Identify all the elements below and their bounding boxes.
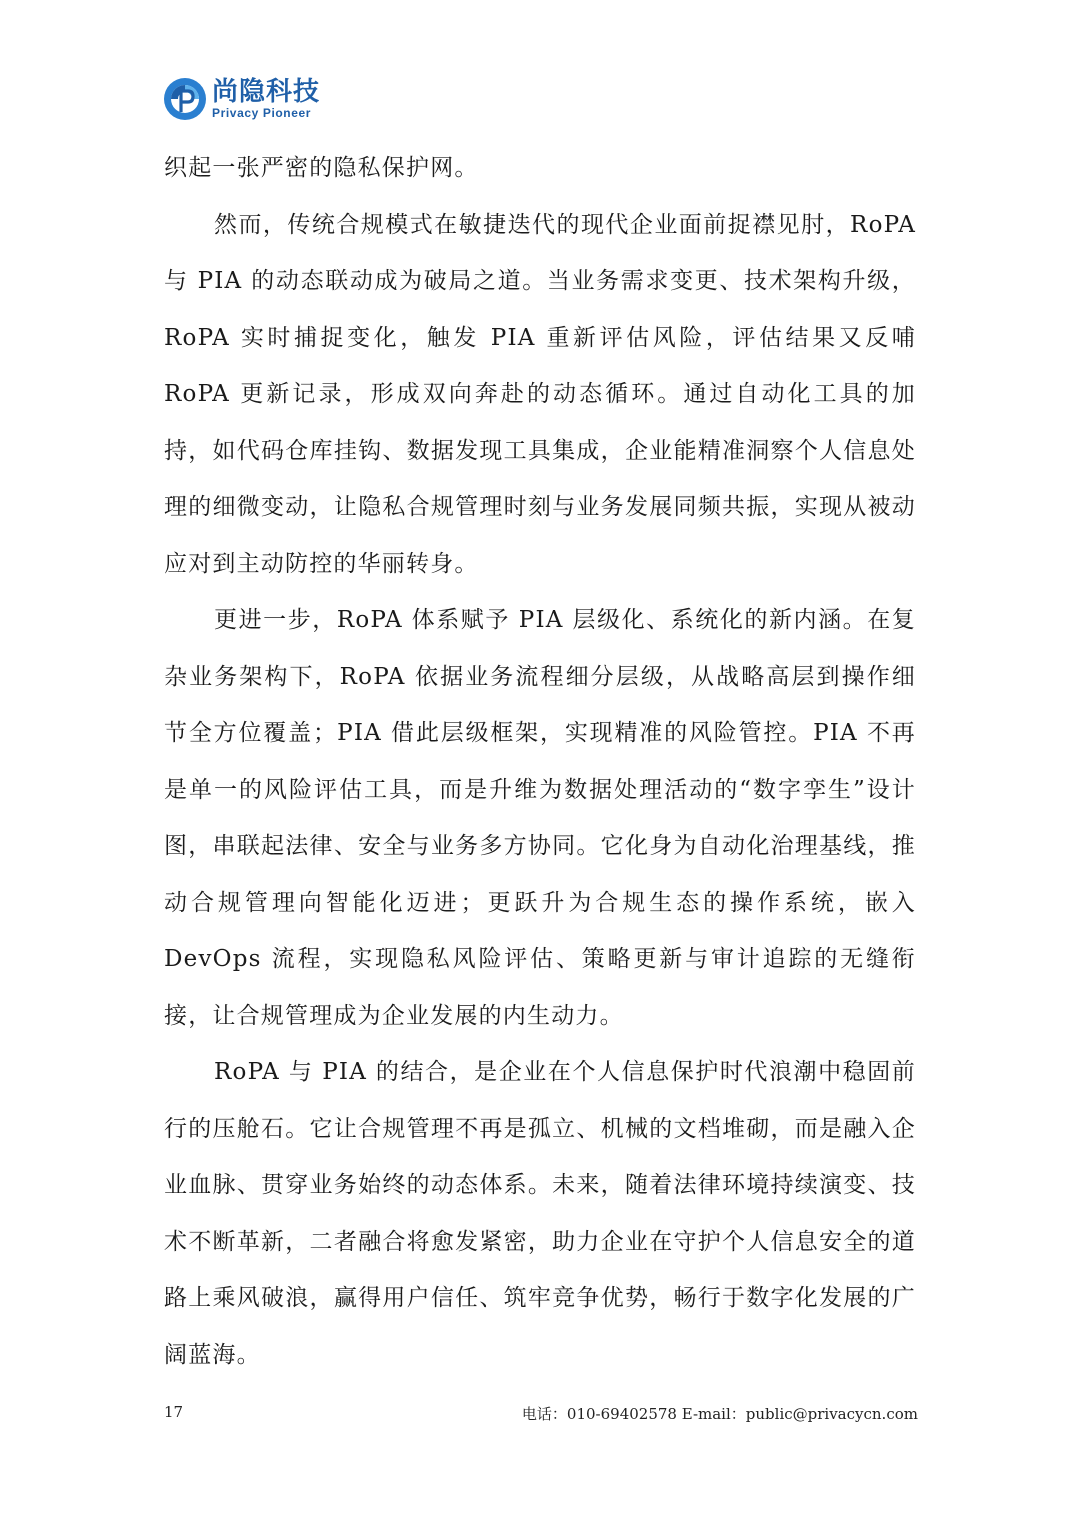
page-footer xyxy=(164,1400,918,1424)
company-logo xyxy=(162,76,320,122)
paragraph-continuation: 织起一张严密的隐私保护网。 xyxy=(164,155,479,181)
contact-info: 电话：010-69402578 E-mail：public@privacycn.com xyxy=(521,1405,918,1423)
paragraph: 然而，传统合规模式在敏捷迭代的现代企业面前捉襟见肘，RoPA 与 PIA 的动态联动成为破局之道。当业务需求变更、技术架构升级，RoPA 实时捕捉变化，触发 PIA 重新评估风险，评估结果又反哺 RoPA 更新记录，形成双向奔赴的动态循环。通过自动化工具的加持，如代码仓库挂钩、数据发现工具集成，企业能精准洞察个人信息处理的细微变动，让隐私合规管理时刻与业务发展同频共振，实现从被动应对到主动防控的华丽转身。 xyxy=(164,211,916,577)
page-number: 17 xyxy=(164,1403,184,1421)
logo-chinese-name: 尚隐科技 xyxy=(212,77,321,107)
paragraph: RoPA 与 PIA 的结合，是企业在个人信息保护时代浪潮中稳固前行的压舱石。它让合规管理不再是孤立、机械的文档堆砌，而是融入企业血脉、贯穿业务始终的动态体系。未来，随着法律环境持续演变、技术不断革新，二者融合将愈发紧密，助力企业在守护个人信息安全的道路上乘风破浪，赢得用户信任、筑牢竞争优势，畅行于数字化发展的广阔蓝海。 xyxy=(164,1059,916,1368)
logo-icon xyxy=(162,76,208,122)
logo-english-name: Privacy Pioneer xyxy=(212,106,312,120)
document-body xyxy=(164,140,916,1383)
paragraph: 更进一步，RoPA 体系赋予 PIA 层级化、系统化的新内涵。在复杂业务架构下，RoPA 依据业务流程细分层级，从战略高层到操作细节全方位覆盖；PIA 借此层级框架，实现精准的风险管控。PIA 不再是单一的风险评估工具，而是升维为数据处理活动的“数字孪生”设计图，串联起法律、安全与业务多方协同。它化身为自动化治理基线，推动合规管理向智能化迈进；更跃升为合规生态的操作系统，嵌入 DevOps 流程，实现隐私风险评估、策略更新与审计追踪的无缝衔接，让合规管理成为企业发展的内生动力。 xyxy=(164,607,916,1029)
